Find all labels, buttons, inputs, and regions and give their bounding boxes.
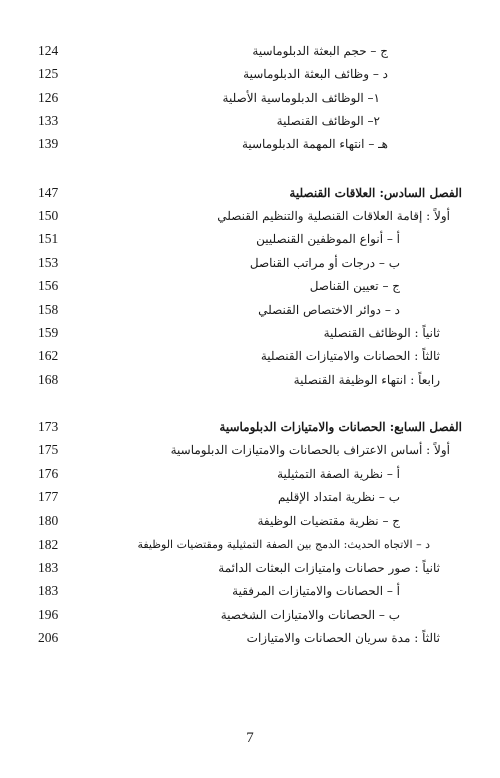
toc-entry-page: 151 — [38, 231, 59, 246]
toc-entry-text: أ – الحصانات والامتيازات المرفقية — [232, 584, 400, 598]
toc-entry-text: ثانياً : الوظائف القنصلية — [323, 326, 440, 340]
toc-entry-page: 183 — [38, 583, 59, 598]
toc-entry-text: ثالثاً : الحصانات والامتيازات القنصلية — [260, 349, 440, 363]
toc-entry-page: 150 — [38, 208, 59, 223]
toc-entry-page: 153 — [38, 255, 59, 270]
toc-entry-text: ج – حجم البعثة الدبلوماسية — [252, 44, 388, 58]
toc-entry-page: 168 — [38, 372, 59, 387]
toc-entry-text: أ – نظرية الصفة التمثيلية — [277, 467, 400, 481]
toc-entry-page: 139 — [38, 136, 59, 151]
toc-entry-text: ب – درجات أو مراتب القناصل — [249, 256, 400, 270]
chapter-heading: الفصل السادس: العلاقات القنصلية — [289, 186, 462, 200]
toc-entry-text: ٢– الوظائف القنصلية — [276, 114, 380, 128]
toc-entry-page: 183 — [38, 560, 59, 575]
toc-entry-page: 156 — [38, 278, 59, 293]
toc-entry-page: 147 — [38, 185, 59, 200]
toc-entry-text: رابعاً : انتهاء الوظيفة القنصلية — [293, 373, 440, 387]
toc-entry-page: 162 — [38, 348, 59, 363]
toc-entry-text: ج – تعيين القناصل — [309, 279, 400, 293]
toc-entry-page: 158 — [38, 302, 59, 317]
toc-entry-page: 133 — [38, 113, 59, 128]
toc-entry-text: ج – نظرية مقتضيات الوظيفة — [257, 514, 400, 528]
toc-entry-page: 175 — [38, 442, 59, 457]
toc-entry-text: ثالثاً : مدة سريان الحصانات والامتيازات — [246, 631, 440, 645]
toc-entry-page: 173 — [38, 419, 59, 434]
toc-entry-text: د – وظائف البعثة الدبلوماسية — [243, 67, 388, 81]
toc-entry-page: 176 — [38, 466, 59, 481]
toc-entry-page: 159 — [38, 325, 59, 340]
toc-entry-page: 182 — [38, 537, 59, 552]
toc-entry-text: ب – الحصانات والامتيازات الشخصية — [220, 608, 400, 622]
page-number: 7 — [246, 730, 254, 746]
toc-entry-text: أولاً : أساس الاعتراف بالحصانات والامتيازات الدبلوماسية — [170, 443, 450, 457]
toc-entry-text: ثانياً : صور حصانات وامتيازات البعثات الدائمة — [218, 561, 440, 575]
toc-entry-text: أولاً : إقامة العلاقات القنصلية والتنظيم القنصلي — [217, 209, 450, 223]
toc-entry-text: د – الاتجاه الحديث: الدمج بين الصفة التمثيلية ومقتضيات الوظيفة — [137, 538, 430, 551]
toc-entry-text: ١– الوظائف الدبلوماسية الأصلية — [222, 91, 380, 105]
toc-entry-page: 177 — [38, 489, 59, 504]
toc-entry-text: ب – نظرية امتداد الإقليم — [278, 490, 400, 504]
toc-entry-page: 180 — [38, 513, 59, 528]
chapter-heading: الفصل السابع: الحصانات والامتيازات الدبلوماسية — [219, 420, 462, 434]
toc-entry-page: 206 — [38, 630, 59, 645]
toc-entry-text: د – دوائر الاختصاص القنصلي — [258, 303, 400, 317]
toc-entry-page: 124 — [38, 43, 59, 58]
toc-entry-page: 126 — [38, 90, 59, 105]
toc-entry-text: أ – أنواع الموظفين القنصليين — [256, 232, 400, 246]
toc-entry-text: هـ – انتهاء المهمة الدبلوماسية — [241, 137, 388, 151]
toc-entry-page: 125 — [38, 66, 59, 81]
toc-entry-page: 196 — [38, 607, 59, 622]
